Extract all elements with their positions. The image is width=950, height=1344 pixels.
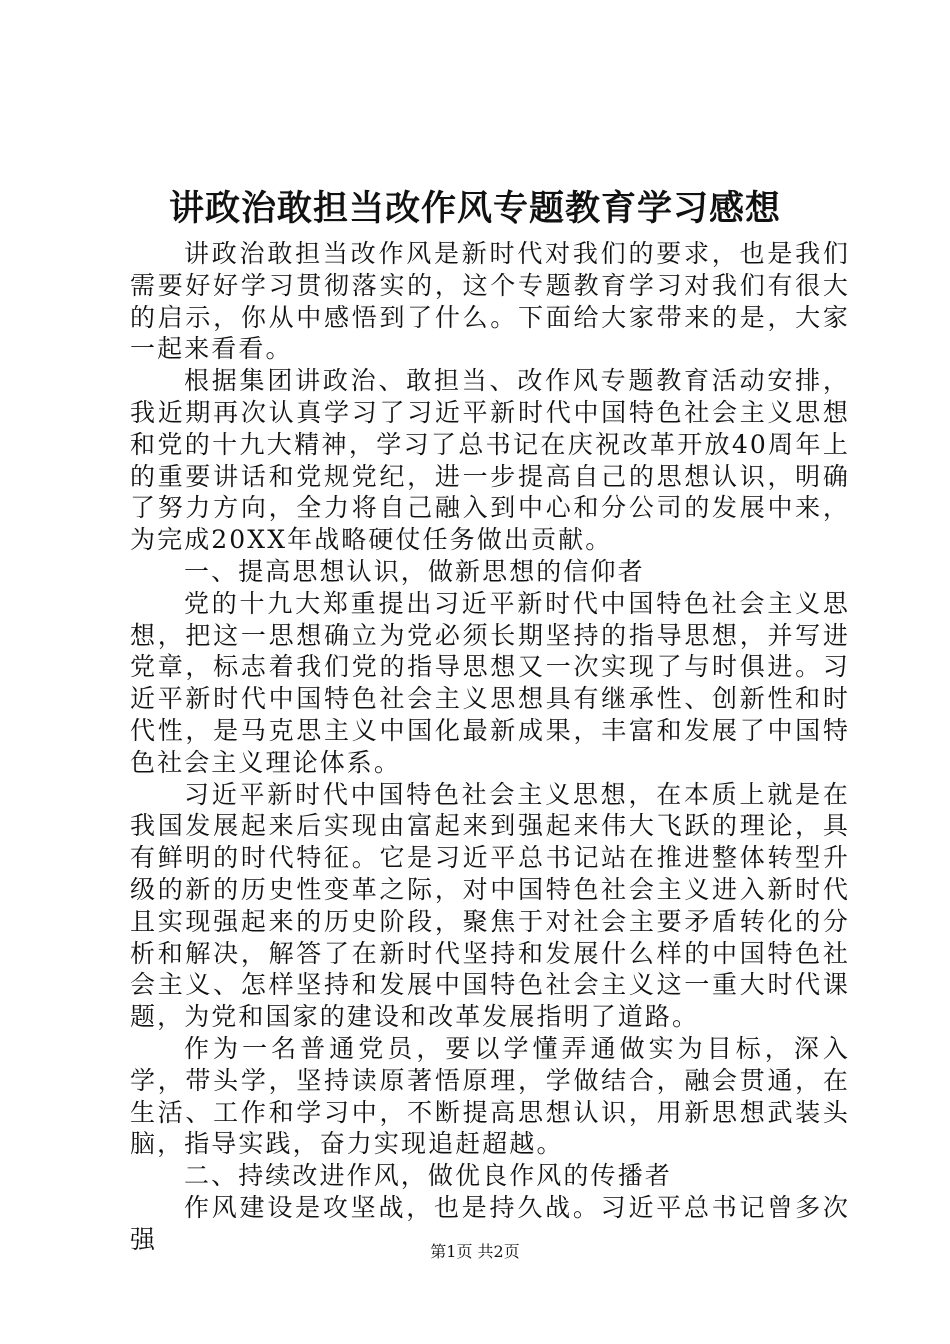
paragraph-section1-b: 习近平新时代中国特色社会主义思想，在本质上就是在我国发展起来后实现由富起来到强起来伟大飞跃的理论，具有鲜明的时代特征。它是习近平总书记站在推进整体转型升级的新的历史性变革之际，对中国特色社会主义进入新时代且实现强起来的历史阶段，聚焦于对社会主要矛盾转化的分析和解决，解答了在新时代坚持和发展什么样的中国特色社会主义、怎样坚持和发展中国特色社会主义这一重大时代课题，为党和国家的建设和改革发展指明了道路。 [130,779,850,1032]
section-heading-2: 二、持续改进作风，做优良作风的传播者 [184,1161,672,1191]
paragraph-section1-c: 作为一名普通党员，要以学懂弄通做实为目标，深入学，带头学，坚持读原著悟原理，学做结合，融会贯通，在生活、工作和学习中，不断提高思想认识，用新思想武装头脑，指导实践，奋力实现追赶超越。 [130,1033,850,1159]
document-body [130,238,850,1256]
section-heading-1: 一、提高思想认识，做新思想的信仰者 [184,556,645,586]
document-title: 讲政治敢担当改作风专题教育学习感想 [168,188,781,229]
paragraph-section2-a: 作风建设是攻坚战，也是持久战。习近平总书记曾多次强 [130,1192,850,1254]
paragraph-section1-a: 党的十九大郑重提出习近平新时代中国特色社会主义思想，把这一思想确立为党必须长期坚持的指导思想，并写进党章，标志着我们党的指导思想又一次实现了与时俱进。习近平新时代中国特色社会主义思想具有继承性、创新性和时代性，是马克思主义中国化最新成果，丰富和发展了中国特色社会主义理论体系。 [130,588,850,777]
paragraph-intro: 讲政治敢担当改作风是新时代对我们的要求，也是我们需要好好学习贯彻落实的，这个专题教育学习对我们有很大的启示，你从中感悟到了什么。下面给大家带来的是，大家一起来看看。 [130,239,850,364]
paragraph-background: 根据集团讲政治、敢担当、改作风专题教育活动安排，我近期再次认真学习了习近平新时代中国特色社会主义思想和党的十九大精神，学习了总书记在庆祝改革开放40周年上的重要讲话和党规党纪，进一步提高自己的思想认识，明确了努力方向，全力将自己融入到中心和分公司的发展中来，为完成20XX年战略硬仗任务做出贡献。 [130,366,850,555]
page-footer: 第1页 共2页 [430,1242,520,1261]
